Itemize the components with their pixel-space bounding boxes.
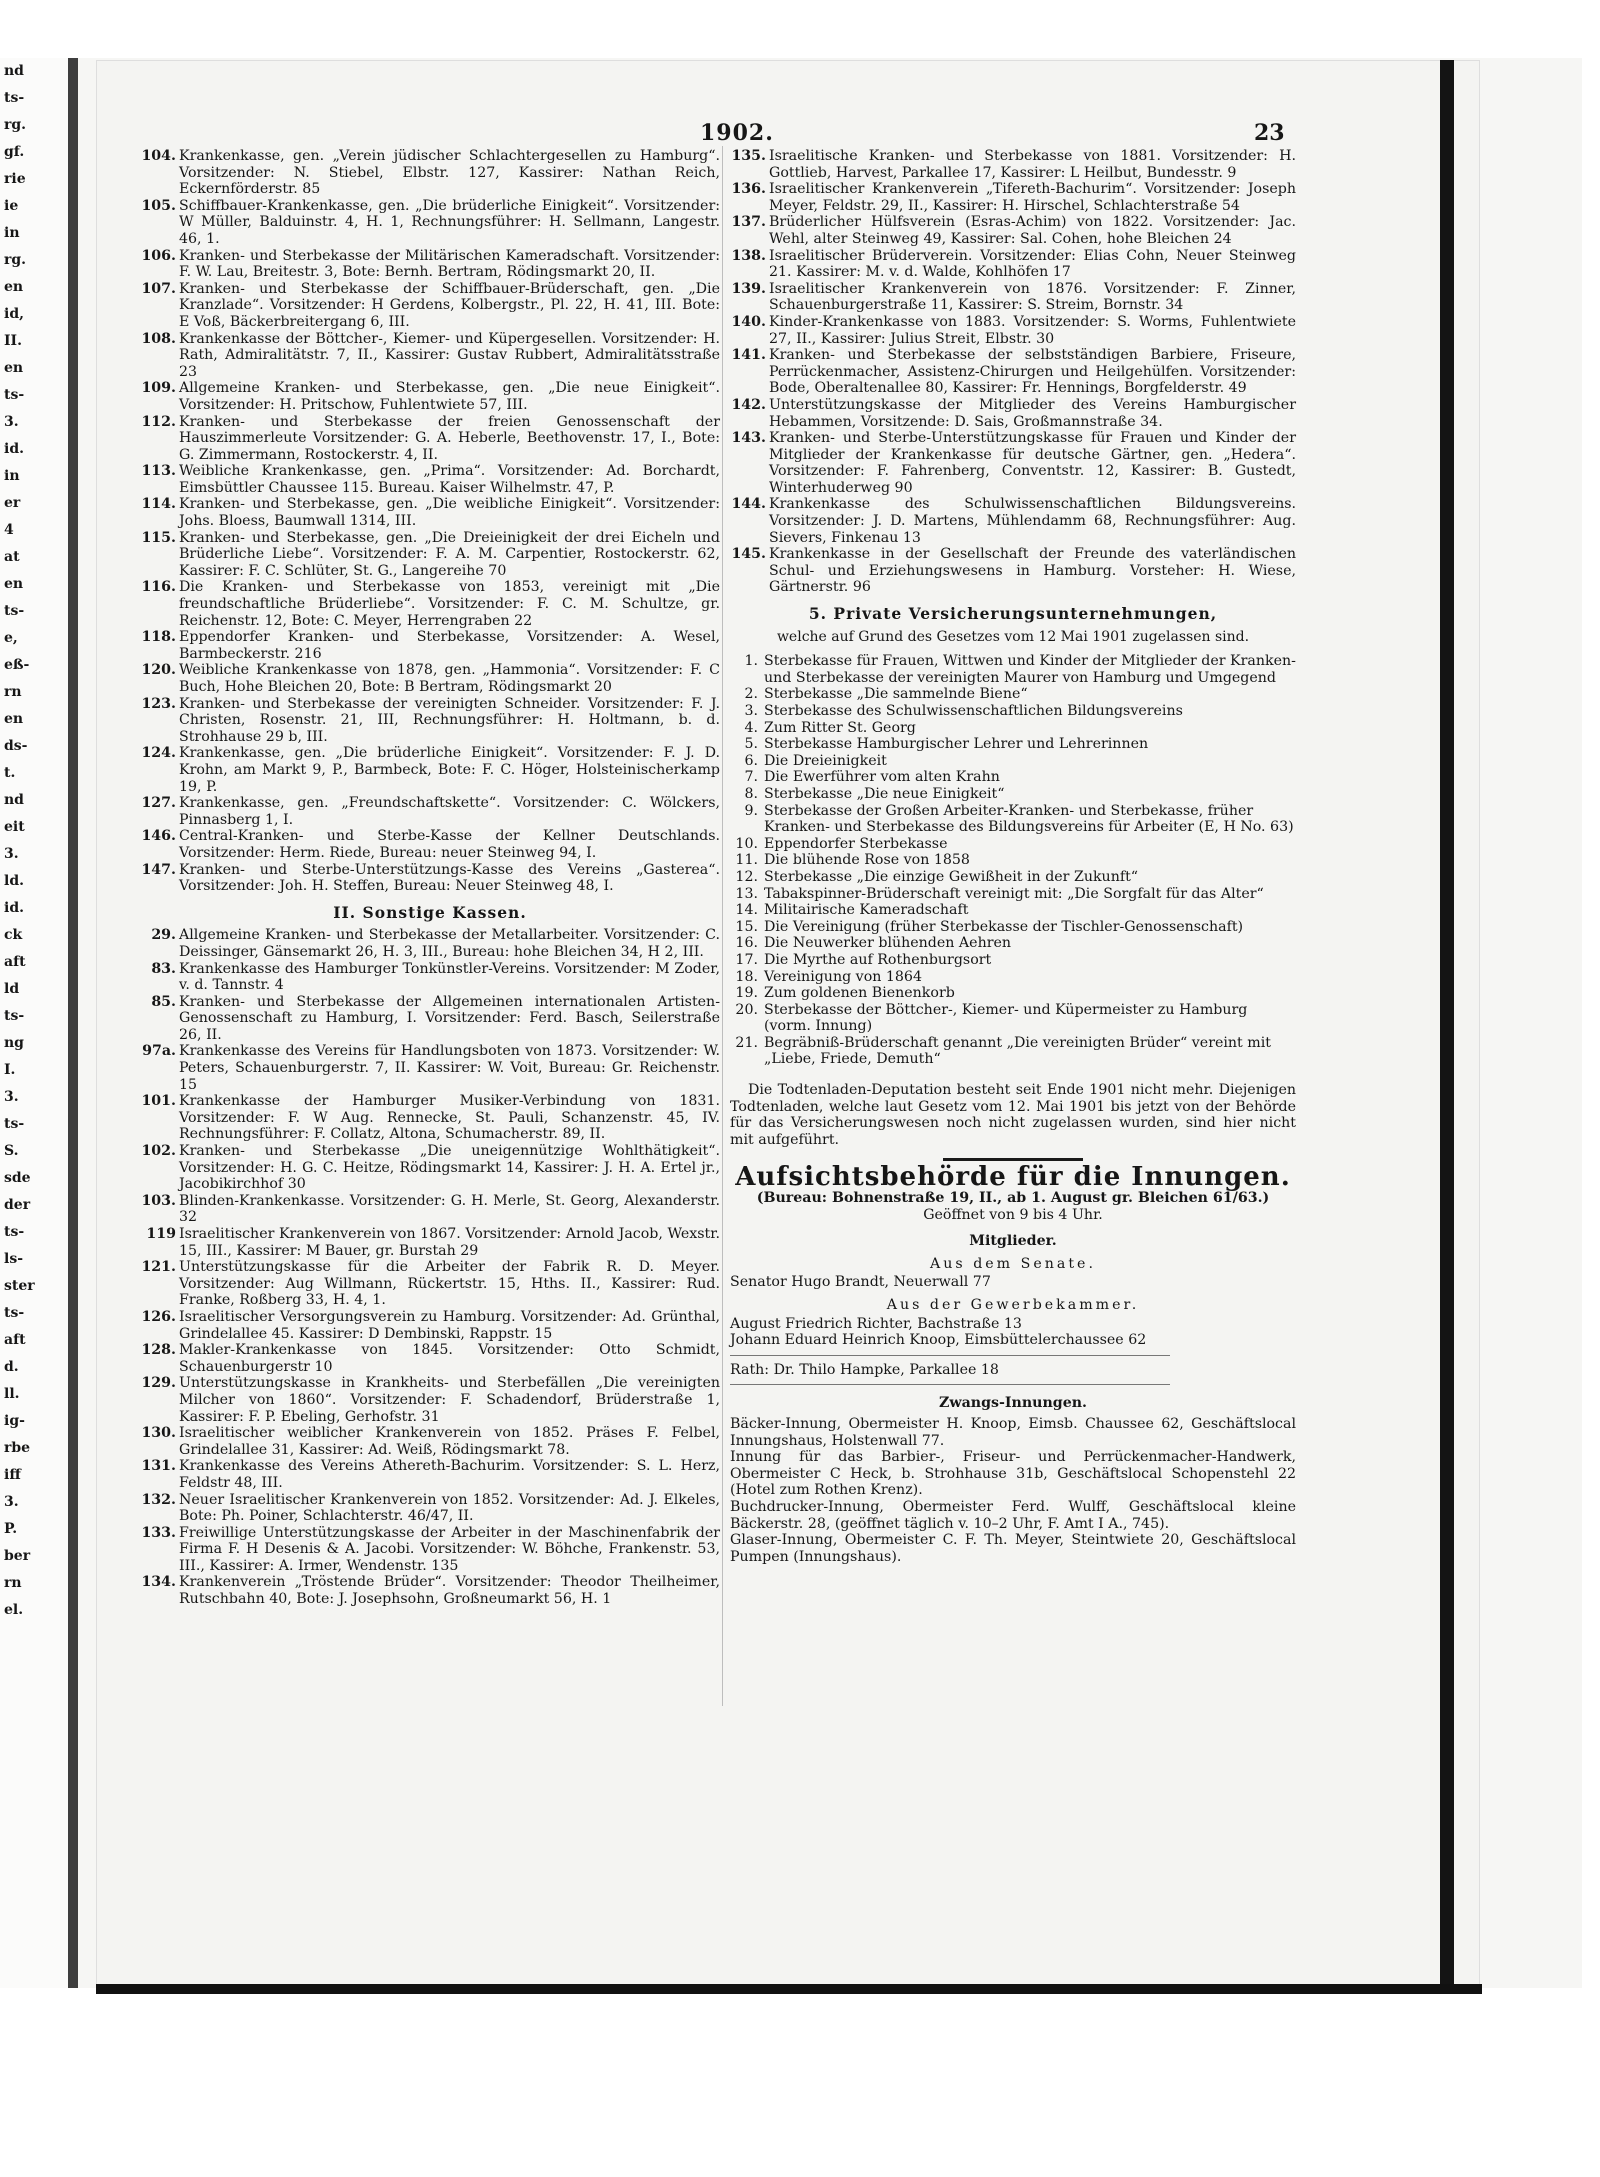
- list-entry: [140, 662, 720, 695]
- entry-number: 116.: [141, 579, 176, 596]
- insurance-item-number: 17.: [735, 951, 758, 968]
- insurance-item-text: Die Neuwerker blühenden Aehren: [764, 935, 1012, 952]
- insurance-item-text: Vereinigung von 1864: [764, 968, 922, 985]
- entry-text: Kranken- und Sterbe-Unterstützungskasse für Frauen und Kinder der Mitglieder der Krankenkasse für deutsche Gärtner, gen. „Hedera“. Vorsitzender: F. Fahrenberg, Conventstr. 12, Kassirer: B. Gustedt, Winterhuderweg 90: [769, 430, 1296, 496]
- prev-page-fragment: ts-: [4, 90, 25, 106]
- entry-text: Die Kranken- und Sterbekasse von 1853, vereinigt mit „Die freundschaftliche Brüderliebe“. Vorsitzender: F. C. M. Schultze, gr. Reichenstr. 12, Bote: C. Meyer, Herrengraben 22: [179, 579, 720, 629]
- prev-page-fragment: ie: [4, 198, 19, 214]
- insurance-item-text: Sterbekasse „Die sammelnde Biene“: [764, 686, 1028, 703]
- insurance-item-number: 1.: [744, 653, 758, 670]
- insurance-item-text: Sterbekasse „Die einzige Gewißheit in der Zukunft“: [764, 868, 1139, 885]
- entry-text: Kranken- und Sterbekasse der selbstständigen Barbiere, Friseure, Perrückenmacher, Assistenz-Chirurgen und Heilgehülfen. Vorsitzender: Bode, Oberaltenallee 80, Kassirer: Fr. Hennings, Borgfelderstr. 49: [769, 347, 1296, 397]
- prev-page-fragment: eit: [4, 819, 25, 835]
- entry-number: 127.: [141, 795, 176, 812]
- entry-text: Schiffbauer-Krankenkasse, gen. „Die brüderliche Einigkeit“. Vorsitzender: W Müller, Balduinstr. 4, H. 1, Rechnungsführer: H. Sellmann, Langestr. 46, 1.: [179, 197, 720, 247]
- list-entry: [140, 1093, 720, 1143]
- prev-page-fragment: S.: [4, 1143, 19, 1159]
- list-entry: [140, 1425, 720, 1458]
- entry-text: Israelitischer Krankenverein von 1867. Vorsitzender: Arnold Jacob, Wexstr. 15, III., Kassirer: M Bauer, gr. Burstah 29: [179, 1226, 720, 1259]
- prev-page-fragment: rn: [4, 684, 22, 700]
- prev-page-fragment: ls-: [4, 1251, 24, 1267]
- insurance-item-number: 14.: [735, 902, 758, 919]
- list-entry: [140, 1492, 720, 1525]
- insurance-item: [730, 902, 1296, 919]
- entry-text: Allgemeine Kranken- und Sterbekasse der Metallarbeiter. Vorsitzender: C. Deissinger, Gänsemarkt 26, H. 3, III., Bureau: hohe Bleichen 34, H 2, III.: [179, 927, 720, 960]
- entry-text: Unterstützungskasse der Mitglieder des Vereins Hamburgischer Hebammen, Vorsitzende: D. Sais, Großmannstraße 34.: [769, 396, 1296, 430]
- entry-text: Kranken- und Sterbekasse der Militärischen Kameradschaft. Vorsitzender: F. W. Lau, Breitestr. 3, Bote: Bernh. Bertram, Rödingsmarkt 20, II.: [179, 247, 720, 281]
- entry-text: Kranken- und Sterbekasse der Allgemeinen internationalen Artisten-Genossenschaft zu Hamburg, I. Vorsitzender: Ferd. Basch, Seilerstraße 26, II.: [179, 993, 720, 1043]
- entry-text: Eppendorfer Kranken- und Sterbekasse, Vorsitzender: A. Wesel, Barmbeckerstr. 216: [179, 629, 720, 662]
- entry-number: 123.: [141, 695, 176, 712]
- entry-text: Israelitische Kranken- und Sterbekasse von 1881. Vorsitzender: H. Gottlieb, Harvest, Parkallee 17, Kassirer: L Heilbut, Bundesstr. 9: [769, 148, 1296, 181]
- entry-text: Unterstützungskasse für die Arbeiter der Fabrik R. D. Meyer. Vorsitzender: Aug Willmann, Rückertstr. 15, Hths. II., Kassirer: Rud. Franke, Roßberg 33, H. 4, 1.: [179, 1259, 720, 1309]
- entry-number: 118.: [141, 629, 176, 646]
- prev-page-fragment: 3.: [4, 414, 19, 430]
- insurance-item-number: 11.: [735, 852, 758, 869]
- entry-number: 137.: [731, 214, 766, 231]
- insurance-item-number: 9.: [744, 802, 758, 819]
- insurance-item: [730, 836, 1296, 853]
- entry-number: 128.: [141, 1342, 176, 1359]
- page-bottom-edge: [96, 1984, 1482, 1994]
- prev-page-fragment: 3.: [4, 846, 19, 862]
- prev-page-fragment: e,: [4, 630, 18, 646]
- entry-text: Unterstützungskasse in Krankheits- und Sterbefällen „Die vereinigten Milcher von 1860“. Vorsitzender: F. Schadendorf, Brüderstraße 1, Kassirer: F. P. Ebeling, Gerhofstr. 31: [179, 1375, 720, 1425]
- list-entry: [730, 148, 1296, 181]
- left-entries2-list: [140, 927, 720, 1607]
- entry-text: Kranken- und Sterbekasse der Schiffbauer-Brüderschaft, gen. „Die Kranzlade“. Vorsitzender: H Gerdens, Kolbergstr., Pl. 22, H. 41, III. Bote: E Voß, Bäckerbreitergang 6, III.: [179, 280, 720, 330]
- list-entry: [140, 248, 720, 281]
- prev-page-fragment: rie: [4, 171, 26, 187]
- list-entry: [140, 927, 720, 960]
- entry-number: 135.: [731, 148, 766, 164]
- prev-page-fragment: II.: [4, 333, 22, 349]
- list-entry: [730, 546, 1296, 596]
- entry-text: Krankenkasse des Vereins Athereth-Bachurim. Vorsitzender: S. L. Herz, Feldstr 48, III.: [179, 1458, 720, 1491]
- entry-text: Kranken- und Sterbe-Unterstützungs-Kasse des Vereins „Gasterea“. Vorsitzender: Joh. H. Steffen, Bureau: Neuer Steinweg 48, I.: [179, 861, 720, 895]
- entry-text: Israelitischer weiblicher Krankenverein von 1852. Präses F. Felbel, Grindelallee 31, Kassirer: Ad. Weiß, Rödingsmarkt 78.: [179, 1425, 720, 1458]
- insurance-item-number: 21.: [735, 1034, 758, 1051]
- list-entry: [140, 696, 720, 746]
- council-member: Rath: Dr. Thilo Hampke, Parkallee 18: [730, 1361, 999, 1378]
- page-right-edge: [1440, 60, 1454, 1985]
- entry-text: Kinder-Krankenkasse von 1883. Vorsitzender: S. Worms, Fuhlentwiete 27, II., Kassirer: Julius Streit, Elbstr. 30: [769, 313, 1296, 347]
- prev-page-fragment: ts-: [4, 1224, 25, 1240]
- entry-number: 101.: [141, 1093, 176, 1110]
- entry-text: Israelitischer Krankenverein „Tifereth-Bachurim“. Vorsitzender: Joseph Meyer, Feldstr. 29, II., Kassirer: H. Hirschel, Schlachterstraße 54: [769, 181, 1296, 214]
- prev-page-fragment: en: [4, 711, 24, 727]
- entry-number: 136.: [731, 181, 766, 198]
- insurance-item: [730, 852, 1296, 869]
- entry-number: 121.: [141, 1259, 176, 1276]
- entry-text: Central-Kranken- und Sterbe-Kasse der Kellner Deutschlands. Vorsitzender: Herm. Riede, Bureau: neuer Steinweg 94, I.: [179, 828, 720, 861]
- insurance-item-text: Militairische Kameradschaft: [764, 902, 969, 919]
- list-entry: [140, 1342, 720, 1375]
- section-5-list: [730, 653, 1296, 1068]
- insurance-item-text: Tabakspinner-Brüderschaft vereinigt mit: „Die Sorgfalt für das Alter“: [764, 885, 1264, 902]
- entry-text: Krankenkasse der Böttcher-, Kiemer- und Küpergesellen. Vorsitzender: H. Rath, Admiralitätstr. 7, II., Kassirer: Gustav Rubbert, Admiralitätsstraße 23: [179, 330, 720, 380]
- insurance-item-number: 16.: [735, 935, 758, 952]
- entry-number: 143.: [731, 430, 766, 447]
- insurance-item-text: Zum Ritter St. Georg: [764, 719, 916, 736]
- insurance-item-text: Sterbekasse Hamburgischer Lehrer und Lehrerinnen: [764, 736, 1149, 753]
- prev-page-fragment: ts-: [4, 1305, 25, 1321]
- prev-page-fragment: ds-: [4, 738, 28, 754]
- insurance-item-number: 6.: [744, 752, 758, 769]
- authority-hours: Geöffnet von 9 bis 4 Uhr.: [923, 1206, 1103, 1223]
- column-divider: [722, 146, 723, 1706]
- list-entry: [140, 331, 720, 381]
- prev-page-fragment: rbe: [4, 1440, 31, 1456]
- list-entry: [140, 1143, 720, 1193]
- entry-number: 102.: [141, 1143, 176, 1160]
- prev-page-fragment: ts-: [4, 387, 25, 403]
- entry-number: 109.: [141, 380, 176, 397]
- prev-page-fragment: 3.: [4, 1089, 19, 1105]
- prev-page-fragment: en: [4, 360, 24, 376]
- insurance-item-text: Die Myrthe auf Rothenburgsort: [764, 951, 992, 968]
- list-entry: [140, 961, 720, 994]
- list-entry: [140, 994, 720, 1044]
- list-entry: [140, 496, 720, 529]
- entry-number: 131.: [141, 1458, 176, 1475]
- entry-number: 85.: [151, 993, 176, 1010]
- insurance-item-text: Sterbekasse der Großen Arbeiter-Kranken- und Sterbekasse, früher Kranken- und Sterbekasse des Bildungsvereins für Arbeiter (E, H No. 63): [764, 802, 1294, 836]
- entry-text: Allgemeine Kranken- und Sterbekasse, gen. „Die neue Einigkeit“. Vorsitzender: H. Pritschow, Fuhlentwiete 57, III.: [179, 380, 720, 413]
- list-entry: [140, 828, 720, 861]
- list-entry: [140, 198, 720, 248]
- prev-page-fragment: 4: [4, 522, 14, 538]
- insurance-item-text: Die Ewerführer vom alten Krahn: [764, 769, 1000, 786]
- entry-number: 140.: [731, 313, 766, 330]
- entry-number: 142.: [731, 396, 766, 413]
- section-5-title: 5. Private Versicherungsunternehmungen,: [808, 604, 1218, 624]
- insurance-item-number: 3.: [744, 703, 758, 719]
- insurance-item: [730, 869, 1296, 886]
- insurance-item: [730, 952, 1296, 969]
- entry-number: 29.: [151, 927, 176, 944]
- insurance-item-text: Die Vereinigung (früher Sterbekasse der Tischler-Genossenschaft): [764, 918, 1244, 935]
- insurance-item-number: 7.: [744, 769, 758, 786]
- insurance-item-text: Sterbekasse des Schulwissenschaftlichen Bildungsvereins: [764, 703, 1183, 719]
- insurance-item-text: Begräbniß-Brüderschaft genannt „Die vereinigten Brüder“ vereint mit „Liebe, Friede, Demuth“: [764, 1034, 1271, 1068]
- right-column: [730, 148, 1296, 1565]
- prev-page-fragment: ng: [4, 1035, 24, 1051]
- prev-page-fragment: I.: [4, 1062, 16, 1078]
- guild-entry: Glaser-Innung, Obermeister C. F. Th. Meyer, Steintwiete 20, Geschäftslocal Pumpen (Innungshaus).: [730, 1532, 1296, 1565]
- prev-page-fragment: iff: [4, 1467, 21, 1483]
- insurance-item-number: 5.: [744, 736, 758, 753]
- list-entry: [140, 1525, 720, 1575]
- insurance-item-number: 8.: [744, 785, 758, 802]
- entry-text: Krankenkasse des Hamburger Tonkünstler-Vereins. Vorsitzender: M Zoder, v. d. Tannstr. 4: [179, 960, 720, 994]
- entry-text: Brüderlicher Hülfsverein (Esras-Achim) von 1822. Vorsitzender: Jac. Wehl, alter Steinweg 49, Kassirer: Sal. Cohen, hohe Bleichen 24: [769, 214, 1296, 247]
- prev-page-fragment: rg.: [4, 117, 27, 133]
- page-number: 23: [1254, 120, 1285, 146]
- entry-text: Krankenkasse, gen. „Die brüderliche Einigkeit“. Vorsitzender: F. J. D. Krohn, am Markt 9, P., Barmbeck, Bote: F. C. Höger, Holsteinischerkamp 19, P.: [179, 745, 720, 795]
- entry-number: 147.: [141, 861, 176, 878]
- left-entries-list: [140, 148, 720, 895]
- entry-number: 133.: [141, 1524, 176, 1541]
- prev-page-fragment: ld: [4, 981, 20, 997]
- entry-text: Kranken- und Sterbekasse, gen. „Die weibliche Einigkeit“. Vorsitzender: Johs. Bloess, Baumwall 1314, III.: [179, 496, 720, 530]
- insurance-item: [730, 786, 1296, 803]
- insurance-item: [730, 1035, 1296, 1068]
- prev-page-fragment: en: [4, 279, 24, 295]
- list-entry: [140, 463, 720, 496]
- entry-text: Blinden-Krankenkasse. Vorsitzender: G. H. Merle, St. Georg, Alexanderstr. 32: [179, 1192, 720, 1226]
- entry-text: Israelitischer Krankenverein von 1876. Vorsitzender: F. Zinner, Schauenburgerstraße 11, Kassirer: S. Streim, Bornstr. 34: [769, 280, 1296, 314]
- insurance-item-number: 2.: [744, 686, 758, 703]
- guilds-title: Zwangs-Innungen.: [939, 1395, 1087, 1412]
- insurance-item-number: 13.: [735, 885, 758, 902]
- senate-label: Aus dem Senate.: [930, 1255, 1096, 1272]
- list-entry: [730, 214, 1296, 247]
- insurance-item-number: 10.: [735, 835, 758, 852]
- insurance-item-number: 12.: [735, 868, 758, 885]
- section-2-title: II. Sonstige Kassen.: [333, 902, 527, 922]
- entry-number: 141.: [731, 347, 766, 364]
- insurance-item: [730, 919, 1296, 936]
- prev-page-fragment: er: [4, 495, 21, 511]
- prev-page-fragment: id.: [4, 900, 24, 916]
- insurance-item: [730, 720, 1296, 737]
- entry-number: 145.: [731, 546, 766, 563]
- entry-number: 83.: [151, 960, 176, 977]
- entry-number: 132.: [141, 1491, 176, 1508]
- insurance-item-number: 4.: [744, 719, 758, 736]
- entry-text: Krankenkasse des Schulwissenschaftlichen Bildungsvereins. Vorsitzender: J. D. Martens, Mühlendamm 68, Rechnungsführer: Aug. Sievers, Finkenau 13: [769, 496, 1296, 546]
- entry-number: 139.: [731, 280, 766, 297]
- prev-page-fragment: ld.: [4, 873, 24, 889]
- entry-text: Kranken- und Sterbekasse, gen. „Die Dreieinigkeit der drei Eicheln und Brüderliche Liebe“. Vorsitzender: F. A. M. Carpentier, Rostockerstr. 62, Kassirer: F. C. Schlüter, St. G., Langereihe 70: [179, 529, 720, 579]
- entry-number: 97a.: [142, 1043, 176, 1060]
- insurance-item: [730, 985, 1296, 1002]
- prev-page-fragment: der: [4, 1197, 31, 1213]
- entry-number: 106.: [141, 247, 176, 264]
- entry-text: Krankenkasse des Vereins für Handlungsboten von 1873. Vorsitzender: W. Peters, Schauenburgerstr. 7, II. Kassirer: W. Voit, Bureau: Gr. Reichenstr. 15: [179, 1043, 720, 1093]
- guilds-list: [730, 1416, 1296, 1565]
- header-year: 1902.: [700, 120, 774, 146]
- entry-number: 129.: [141, 1375, 176, 1392]
- entry-text: Krankenkasse, gen. „Verein jüdischer Schlachtergesellen zu Hamburg“. Vorsitzender: N. Stiebel, Elbstr. 127, Kassirer: Nathan Reich, Eckernförderstr. 85: [179, 148, 720, 198]
- list-entry: [730, 496, 1296, 546]
- insurance-item: [730, 1002, 1296, 1035]
- list-entry: [730, 181, 1296, 214]
- list-entry: [140, 380, 720, 413]
- list-entry: [140, 1574, 720, 1607]
- prev-page-fragment: gf.: [4, 144, 25, 160]
- list-entry: [140, 414, 720, 464]
- insurance-item-text: Zum goldenen Bienenkorb: [764, 985, 955, 1002]
- guild-entry: Buchdrucker-Innung, Obermeister Ferd. Wulff, Geschäftslocal kleine Bäckerstr. 28, (geöffnet täglich v. 10–2 Uhr, F. Amt I A., 745).: [730, 1498, 1296, 1532]
- prev-page-fragment: eß-: [4, 657, 30, 673]
- prev-page-fragment: nd: [4, 792, 24, 808]
- insurance-item: [730, 935, 1296, 952]
- insurance-item-number: 18.: [735, 968, 758, 985]
- entry-number: 108.: [141, 330, 176, 347]
- title-rule: [943, 1158, 1083, 1161]
- list-entry: [730, 347, 1296, 397]
- entry-number: 107.: [141, 280, 176, 297]
- insurance-item: [730, 803, 1296, 836]
- entry-number: 113.: [141, 463, 176, 480]
- entry-text: Kranken- und Sterbekasse der vereinigten Schneider. Vorsitzender: F. J. Christen, Rosenstr. 21, III, Rechnungsführer: H. Holtmann, b. d. Strohhause 29 b, III.: [179, 695, 720, 745]
- prev-page-fragment: id.: [4, 441, 24, 457]
- footer-marks: [600, 1978, 1300, 1984]
- prev-page-fragment: d.: [4, 1359, 19, 1375]
- section-5-subtitle: welche auf Grund des Gesetzes vom 12 Mai 1901 zugelassen sind.: [776, 628, 1250, 645]
- prev-page-fragment: ts-: [4, 1116, 25, 1132]
- council-rule: [730, 1355, 1170, 1356]
- members-title: Mitglieder.: [969, 1233, 1057, 1250]
- list-entry: [730, 397, 1296, 430]
- entry-number: 120.: [141, 662, 176, 679]
- list-entry: [140, 1259, 720, 1309]
- entry-text: Israelitischer Versorgungsverein zu Hamburg. Vorsitzender: Ad. Grünthal, Grindelallee 45. Kassirer: D Dembinski, Rappstr. 15: [179, 1308, 720, 1342]
- prev-page-fragment: ts-: [4, 1008, 25, 1024]
- entry-number: 105.: [141, 197, 176, 214]
- list-entry: [730, 281, 1296, 314]
- guilds-rule: [730, 1384, 1170, 1385]
- insurance-item-number: 15.: [735, 918, 758, 935]
- chamber-label: Aus der Gewerbekammer.: [886, 1297, 1140, 1313]
- deputation-note: Die Todtenladen-Deputation besteht seit Ende 1901 nicht mehr. Diejenigen Todtenladen, welche laut Gesetz vom 12. Mai 1901 bis jetzt von der Behörde für das Versicherungswesen noch nicht zugelassen wurden, sind hier nicht mit aufgeführt.: [730, 1082, 1296, 1148]
- prev-page-fragment: ig-: [4, 1413, 25, 1429]
- list-entry: [140, 148, 720, 198]
- left-column: [140, 148, 720, 1608]
- entry-number: 112.: [141, 413, 176, 430]
- list-entry: [140, 1193, 720, 1226]
- entry-text: Krankenkasse der Hamburger Musiker-Verbindung von 1831. Vorsitzender: F. W Aug. Rennecke, St. Pauli, Schanzenstr. 45, IV. Rechnungsführer: F. Collatz, Altona, Schumacherstr. 89, II.: [179, 1093, 720, 1143]
- prev-page-fragment: in: [4, 225, 20, 241]
- insurance-item-text: Sterbekasse „Die neue Einigkeit“: [764, 785, 1005, 802]
- authority-title: Aufsichtsbehörde für die Innungen.: [735, 1162, 1291, 1193]
- entry-number: 104.: [141, 148, 176, 164]
- prev-page-fragment: t.: [4, 765, 16, 781]
- prev-page-fragment: ll.: [4, 1386, 20, 1402]
- list-entry: [140, 795, 720, 828]
- prev-page-fragment: at: [4, 549, 20, 565]
- list-entry: [140, 745, 720, 795]
- insurance-item: [730, 686, 1296, 703]
- insurance-item: [730, 703, 1296, 720]
- insurance-item-text: Eppendorfer Sterbekasse: [764, 835, 948, 852]
- list-entry: [730, 248, 1296, 281]
- prev-page-fragment: aft: [4, 1332, 26, 1348]
- entry-number: 103.: [141, 1192, 176, 1209]
- entry-number: 126.: [141, 1308, 176, 1325]
- entry-number: 130.: [141, 1425, 176, 1442]
- entry-number: 114.: [141, 496, 176, 513]
- list-entry: [140, 629, 720, 662]
- entry-number: 119: [146, 1226, 176, 1242]
- prev-page-fragment: en: [4, 576, 24, 592]
- insurance-item-text: Sterbekasse für Frauen, Wittwen und Kinder der Mitglieder der Kranken- und Sterbekasse der vereinigten Maurer von Hamburg und Umgegend: [764, 653, 1296, 686]
- entry-number: 146.: [141, 828, 176, 845]
- prev-page-fragment: rg.: [4, 252, 27, 268]
- insurance-item: [730, 886, 1296, 903]
- prev-page-fragment: 3.: [4, 1494, 19, 1510]
- insurance-item-text: Die Dreieinigkeit: [764, 752, 887, 769]
- prev-page-fragment: ster: [4, 1278, 35, 1294]
- list-entry: [140, 579, 720, 629]
- chamber-member-2: Johann Eduard Heinrich Knoop, Eimsbüttelerchaussee 62: [730, 1332, 1147, 1349]
- list-entry: [140, 1043, 720, 1093]
- prev-page-fragment: ber: [4, 1548, 31, 1564]
- insurance-item-number: 19.: [735, 985, 758, 1002]
- entry-text: Krankenkasse, gen. „Freundschaftskette“. Vorsitzender: C. Wölckers, Pinnasberg 1, I.: [179, 795, 720, 828]
- insurance-item: [730, 653, 1296, 686]
- entry-text: Freiwillige Unterstützungskasse der Arbeiter in der Maschinenfabrik der Firma F. H Desenis & A. Jacobi. Vorsitzender: W. Böhche, Frankenstr. 53, III., Kassirer: A. Irmer, Wendenstr. 135: [179, 1524, 720, 1574]
- prev-page-fragment: el.: [4, 1602, 24, 1618]
- authority-bureau: (Bureau: Bohnenstraße 19, II., ab 1. August gr. Bleichen 61/63.): [756, 1190, 1270, 1207]
- right-entries-list: [730, 148, 1296, 596]
- entry-text: Israelitischer Brüderverein. Vorsitzender: Elias Cohn, Neuer Steinweg 21. Kassirer: M. v. d. Walde, Kohlhöfen 17: [769, 247, 1296, 281]
- entry-text: Kranken- und Sterbekasse der freien Genossenschaft der Hauszimmerleute Vorsitzender: G. A. Heberle, Beethovenstr. 17, I., Bote: G. Zimmermann, Rostockerstr. 4, II.: [179, 413, 720, 463]
- entry-number: 144.: [731, 496, 766, 513]
- entry-text: Krankenkasse in der Gesellschaft der Freunde des vaterländischen Schul- und Erziehungswesens in Hamburg. Vorsteher: H. Wiese, Gärtnerstr. 96: [769, 546, 1296, 596]
- entry-number: 124.: [141, 745, 176, 762]
- list-entry: [140, 530, 720, 580]
- list-entry: [140, 1375, 720, 1425]
- insurance-item-text: Sterbekasse der Böttcher-, Kiemer- und Küpermeister zu Hamburg (vorm. Innung): [764, 1001, 1248, 1035]
- prev-page-fragment: in: [4, 468, 20, 484]
- senate-member: Senator Hugo Brandt, Neuerwall 77: [730, 1274, 991, 1291]
- entry-text: Weibliche Krankenkasse von 1878, gen. „Hammonia“. Vorsitzender: F. C Buch, Hohe Bleichen 20, Bote: B Bertram, Rödingsmarkt 20: [179, 662, 720, 695]
- insurance-item: [730, 969, 1296, 986]
- list-entry: [140, 1226, 720, 1259]
- prev-page-fragment: sde: [4, 1170, 31, 1186]
- list-entry: [140, 1309, 720, 1342]
- entry-text: Makler-Krankenkasse von 1845. Vorsitzender: Otto Schmidt, Schauenburgerstr 10: [179, 1342, 720, 1375]
- guild-entry: Bäcker-Innung, Obermeister H. Knoop, Eimsb. Chaussee 62, Geschäftslocal Innungshaus, Holstenwall 77.: [730, 1415, 1296, 1449]
- entry-text: Weibliche Krankenkasse, gen. „Prima“. Vorsitzender: Ad. Borchardt, Eimsbüttler Chaussee 115. Bureau. Kaiser Wilhelmstr. 47, P.: [179, 463, 720, 496]
- prev-page-fragment: id,: [4, 306, 24, 322]
- insurance-item: [730, 736, 1296, 753]
- guild-entry: Innung für das Barbier-, Friseur- und Perrückenmacher-Handwerk, Obermeister C Heck, b. Strohhause 31b, Geschäftslocal Schopenstehl 22 (Hotel zum Rothen Krenz).: [730, 1449, 1296, 1499]
- insurance-item: [730, 753, 1296, 770]
- previous-page-edge: [0, 58, 68, 1988]
- prev-page-fragment: nd: [4, 63, 24, 79]
- chamber-member-1: August Friedrich Richter, Bachstraße 13: [730, 1315, 1022, 1332]
- insurance-item-number: 20.: [735, 1001, 758, 1018]
- list-entry: [140, 281, 720, 331]
- entry-text: Krankenverein „Tröstende Brüder“. Vorsitzender: Theodor Theilheimer, Rutschbahn 40, Bote: J. Josephsohn, Großneumarkt 56, H. 1: [179, 1574, 720, 1608]
- insurance-item: [730, 769, 1296, 786]
- list-entry: [140, 862, 720, 895]
- prev-page-fragment: rn: [4, 1575, 22, 1591]
- prev-page-fragment: ck: [4, 927, 23, 943]
- entry-text: Kranken- und Sterbekasse „Die uneigennützige Wohlthätigkeit“. Vorsitzender: H. G. C. Heitze, Rödingsmarkt 14, Kassirer: J. H. A. Ertel jr., Jacobikirchhof 30: [179, 1143, 720, 1193]
- list-entry: [730, 430, 1296, 496]
- list-entry: [140, 1458, 720, 1491]
- entry-text: Neuer Israelitischer Krankenverein von 1852. Vorsitzender: Ad. J. Elkeles, Bote: Ph. Poiner, Schlachterstr. 46/47, II.: [179, 1491, 720, 1525]
- prev-page-fragment: P.: [4, 1521, 18, 1537]
- insurance-item-text: Die blühende Rose von 1858: [764, 852, 970, 869]
- prev-page-fragment: aft: [4, 954, 26, 970]
- entry-number: 115.: [141, 529, 176, 546]
- list-entry: [730, 314, 1296, 347]
- entry-number: 134.: [141, 1574, 176, 1591]
- entry-number: 138.: [731, 247, 766, 264]
- prev-page-fragment: ts-: [4, 603, 25, 619]
